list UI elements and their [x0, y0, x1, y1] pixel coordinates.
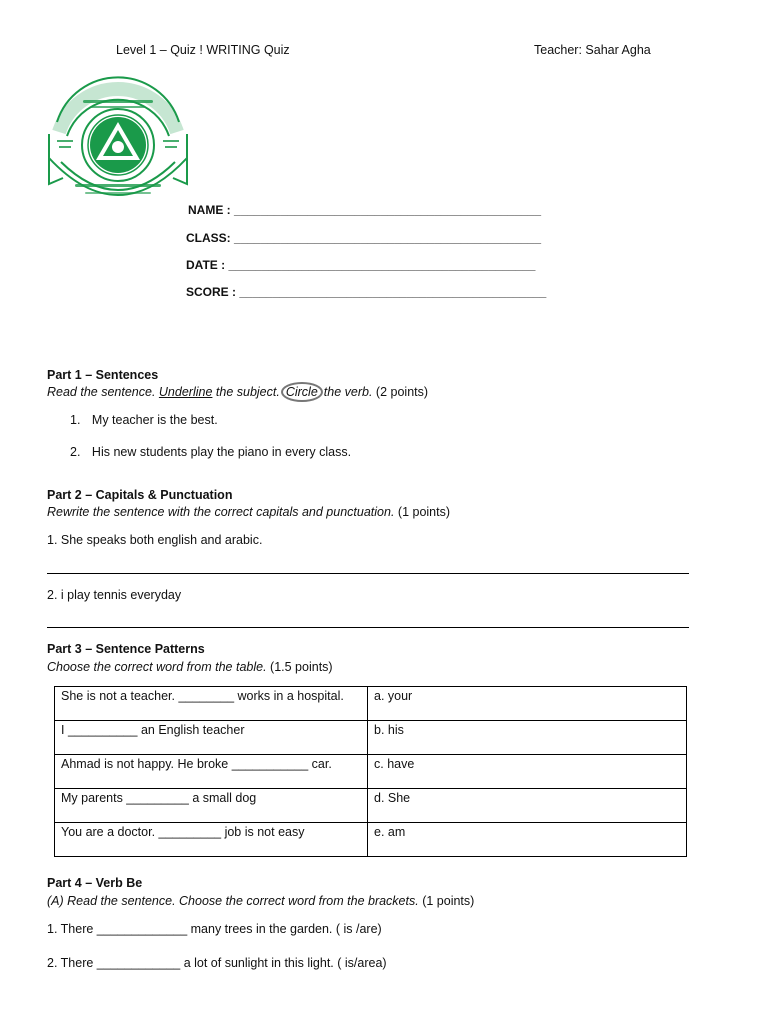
part3-instruction: [47, 660, 333, 674]
item-text: My teacher is the best.: [91, 413, 218, 427]
part1-item-2: [70, 445, 351, 459]
part1-points: (2 points): [375, 385, 429, 399]
part1-instr-b: the subject.: [215, 385, 280, 399]
score-blank: ______________________________________________: [239, 285, 547, 299]
part4-item-2: 2. There ____________ a lot of sunlight in this light. ( is/area): [47, 956, 387, 970]
sentence-patterns-table: [54, 686, 687, 857]
part1-item-1: [70, 413, 218, 427]
part4-points: (1 points): [422, 894, 475, 908]
item-number: 1.: [70, 413, 81, 427]
part1-instr-circle: Circle: [281, 382, 323, 402]
sentence-cell: You are a doctor. _________ job is not easy: [55, 823, 368, 857]
part2-item-1: 1. She speaks both english and arabic.: [47, 533, 263, 547]
part1-instr-a: Read the sentence.: [47, 385, 156, 399]
part2-item-2: 2. i play tennis everyday: [47, 588, 182, 602]
score-label: SCORE :: [186, 285, 237, 299]
part1-heading: Part 1 – Sentences: [47, 368, 159, 382]
table-row: [55, 755, 687, 789]
date-field[interactable]: [186, 258, 535, 272]
option-cell: a. your: [368, 687, 687, 721]
item-text: His new students play the piano in every class.: [91, 445, 352, 459]
class-blank: ______________________________________________: [234, 231, 542, 245]
class-label: CLASS:: [186, 231, 231, 245]
name-blank: ______________________________________________: [234, 203, 542, 217]
answer-line-2[interactable]: [47, 627, 689, 628]
quiz-title: Level 1 – Quiz ! WRITING Quiz: [116, 43, 290, 57]
name-label: NAME :: [188, 203, 231, 217]
table-row: [55, 721, 687, 755]
table-row: [55, 687, 687, 721]
option-cell: d. She: [368, 789, 687, 823]
sentence-cell: She is not a teacher. ________ works in a hospital.: [55, 687, 368, 721]
sentence-cell: Ahmad is not happy. He broke ___________ car.: [55, 755, 368, 789]
table-row: [55, 823, 687, 857]
sentence-cell: My parents _________ a small dog: [55, 789, 368, 823]
teacher-name: Teacher: Sahar Agha: [534, 43, 651, 57]
table-row: [55, 789, 687, 823]
item-number: 2.: [70, 445, 81, 459]
part3-instr-text: Choose the correct word from the table.: [47, 660, 267, 674]
institute-seal-logo: [45, 72, 191, 218]
date-label: DATE :: [186, 258, 226, 272]
part4-item-1: 1. There _____________ many trees in the garden. ( is /are): [47, 922, 382, 936]
answer-line-1[interactable]: [47, 573, 689, 574]
part4-heading: Part 4 – Verb Be: [47, 876, 143, 890]
option-cell: e. am: [368, 823, 687, 857]
part2-points: (1 points): [397, 505, 451, 519]
score-field[interactable]: [186, 285, 546, 299]
name-field[interactable]: [188, 203, 541, 217]
option-cell: c. have: [368, 755, 687, 789]
part1-instr-c: the verb.: [323, 385, 373, 399]
part1-instr-underline: Underline: [158, 385, 213, 399]
option-cell: b. his: [368, 721, 687, 755]
part3-heading: Part 3 – Sentence Patterns: [47, 642, 205, 656]
part3-points: (1.5 points): [270, 660, 333, 674]
part4-instruction: [47, 894, 474, 908]
part4-instr-text: (A) Read the sentence. Choose the correct word from the brackets.: [47, 894, 419, 908]
part1-instruction: [47, 385, 428, 399]
part2-instr-text: Rewrite the sentence with the correct capitals and punctuation.: [47, 505, 395, 519]
part2-heading: Part 2 – Capitals & Punctuation: [47, 488, 233, 502]
date-blank: ______________________________________________: [228, 258, 536, 272]
part2-instruction: [47, 505, 450, 519]
class-field[interactable]: [186, 231, 541, 245]
sentence-cell: I __________ an English teacher: [55, 721, 368, 755]
